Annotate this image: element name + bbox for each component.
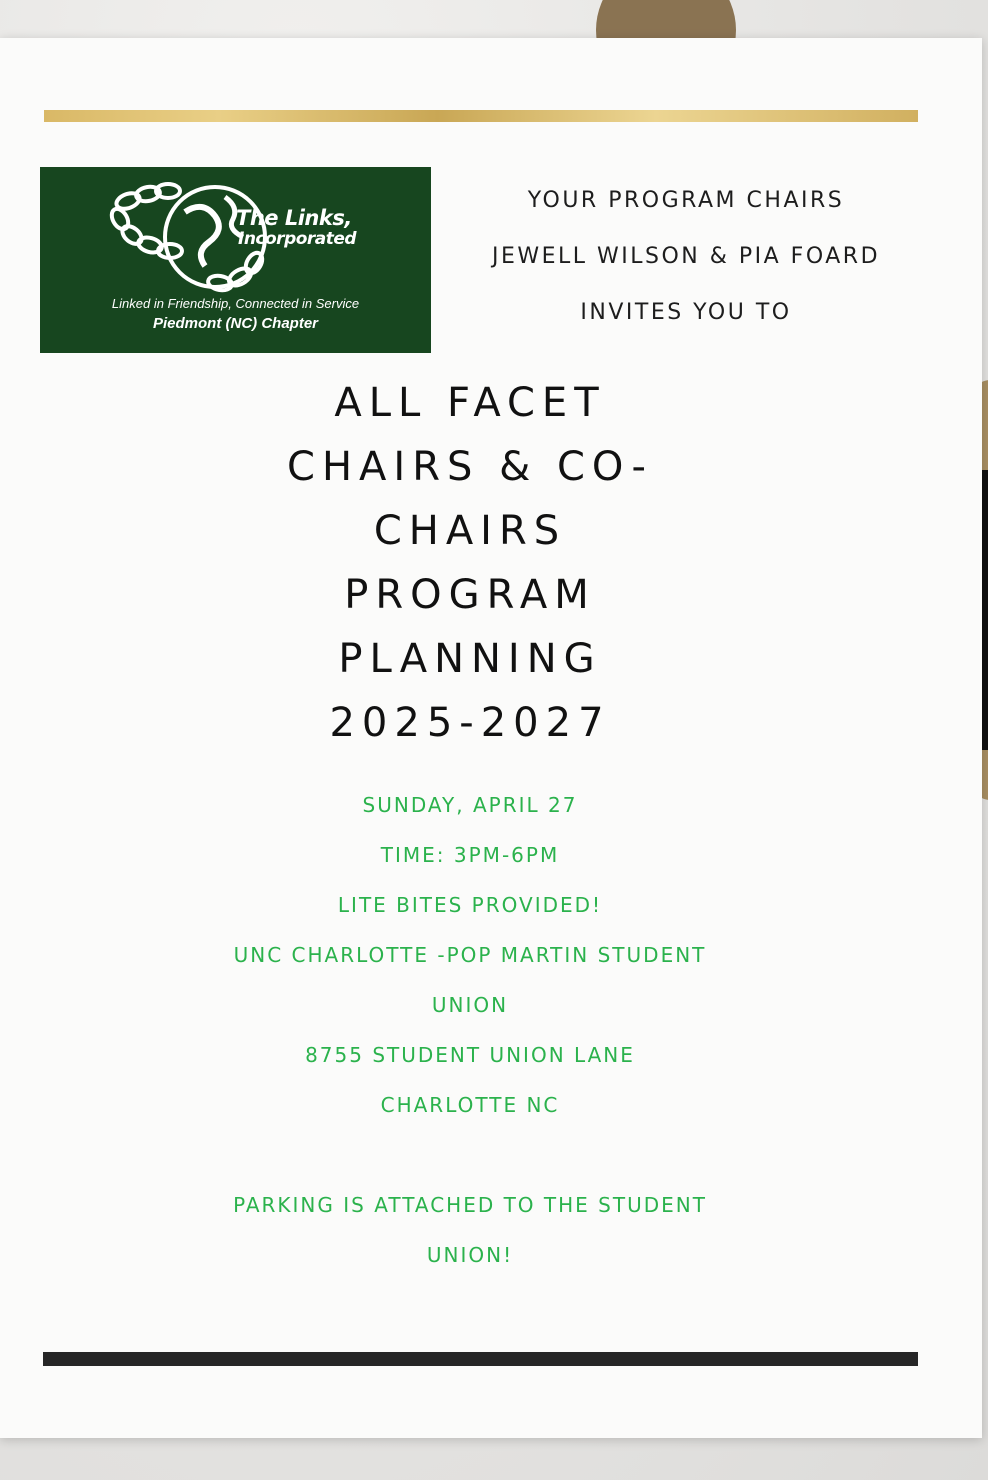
event-title-line-1: ALL FACET — [334, 380, 606, 426]
gold-divider — [44, 110, 918, 122]
event-venue-line-1: UNC CHARLOTTE -POP MARTIN STUDENT — [233, 943, 707, 967]
header-line-1: YOUR PROGRAM CHAIRS — [527, 188, 845, 213]
event-date: SUNDAY, APRIL 27 — [362, 793, 578, 817]
event-time: TIME: 3PM-6PM — [380, 843, 560, 867]
event-title-line-3: CHAIRS — [373, 508, 567, 554]
event-title-line-6: 2025-2027 — [329, 700, 611, 746]
logo-title-line2: Incorporated — [238, 229, 357, 249]
event-title-line-2: CHAIRS & CO- — [287, 444, 653, 490]
invitation-card — [0, 38, 982, 1438]
header-line-3: INVITES YOU TO — [580, 300, 792, 325]
parking-note-line-1: PARKING IS ATTACHED TO THE STUDENT — [233, 1193, 707, 1217]
event-address: 8755 STUDENT UNION LANE — [305, 1043, 635, 1067]
parking-note-line-2: UNION! — [426, 1243, 514, 1267]
logo-tagline: Linked in Friendship, Connected in Service — [111, 296, 360, 311]
links-logo — [40, 167, 431, 353]
logo-title-line1: The Links, — [236, 206, 352, 230]
header-line-2: JEWELL WILSON & PIA FOARD — [491, 244, 881, 269]
event-venue-line-2: UNION — [431, 993, 509, 1017]
event-food: LITE BITES PROVIDED! — [337, 893, 603, 917]
event-title-line-5: PLANNING — [338, 636, 602, 682]
logo-chapter: Piedmont (NC) Chapter — [153, 315, 318, 332]
bottom-divider — [43, 1352, 918, 1366]
event-title-line-4: PROGRAM — [344, 572, 596, 618]
event-city: CHARLOTTE NC — [380, 1093, 560, 1117]
